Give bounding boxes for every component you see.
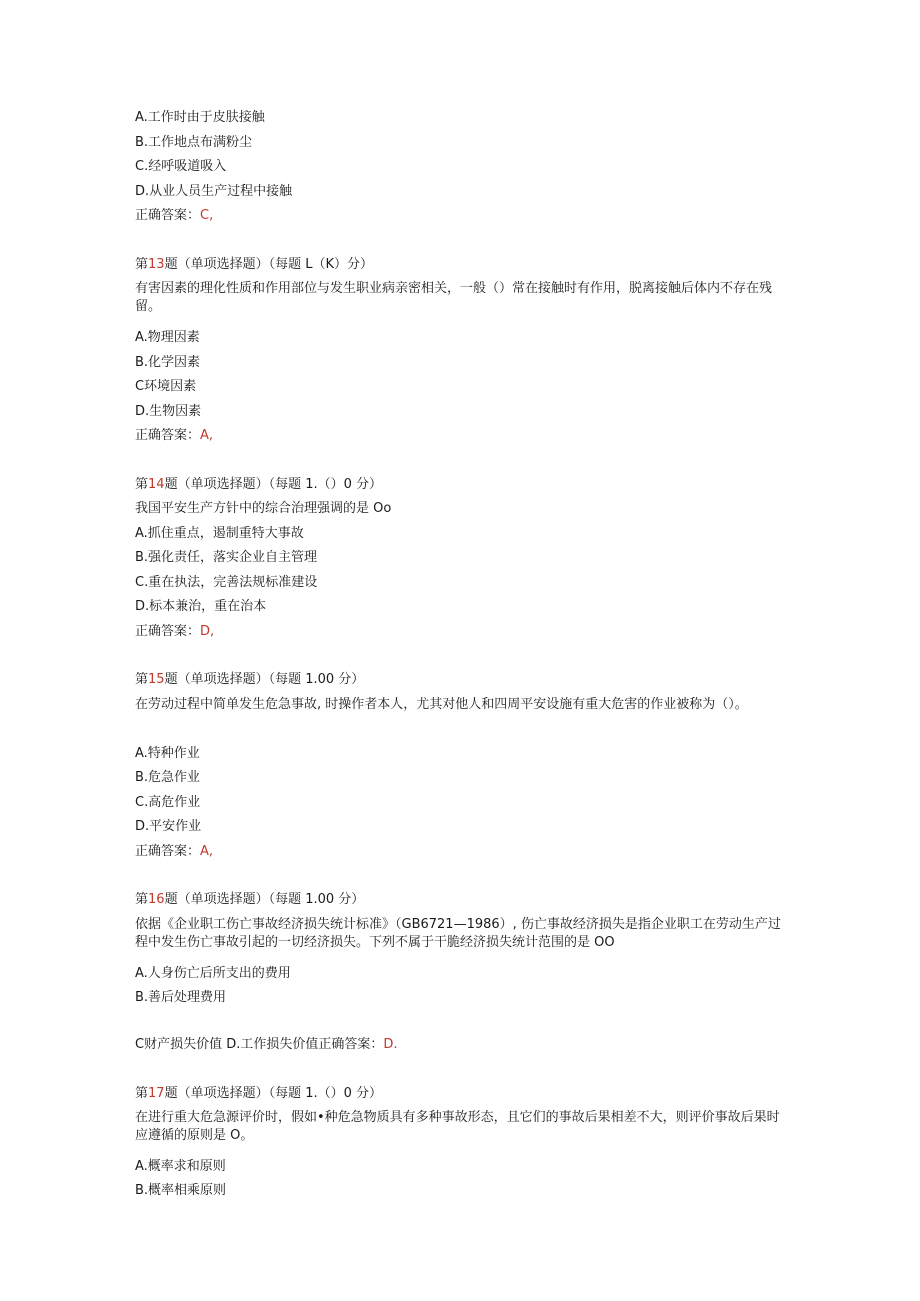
answer-value: A,: [200, 844, 214, 859]
question-header: [135, 1085, 382, 1103]
question-prefix: 第: [135, 257, 149, 272]
option-a: A.物理因素: [135, 330, 200, 345]
answer-label: 正确答案：: [135, 208, 201, 223]
answer-value: D,: [200, 624, 215, 639]
question-stem: 我国平安生产方针中的综合治理强调的是 Oo: [135, 501, 392, 516]
question-header: [135, 671, 364, 689]
option-b: B.工作地点布满粉尘: [135, 135, 253, 150]
question-number: 16: [148, 892, 165, 907]
question-prefix: 第: [135, 477, 149, 492]
question-stem: 有害因素的理化性质和作用部位与发生职业病亲密相关，一般（）常在接触时有作用，脱离接触后体内不存在残留。: [135, 281, 773, 314]
option-a: A.概率求和原则: [135, 1159, 226, 1174]
question-number: 17: [148, 1086, 165, 1101]
option-d: D.标本兼治，重在治本: [135, 599, 267, 614]
question-prefix: 第: [135, 1086, 149, 1101]
question-header: [135, 256, 373, 274]
answer-line: [135, 207, 213, 225]
question-meta: 题（单项选择题）（每题 1.00 分）: [164, 892, 365, 907]
answer-value: D.: [383, 1037, 398, 1052]
option-c: C环境因素: [135, 379, 197, 394]
option-b: B.强化责任，落实企业自主管理: [135, 550, 318, 565]
question-meta: 题（单项选择题）（每题 1.（）0 分）: [164, 477, 383, 492]
question-stem: 依据《企业职工伤亡事故经济损失统计标准》（GB6721—1986）, 伤亡事故经济损失是指企业职工在劳动生产过程中发生伤亡事故引起的一切经济损失。下列不属于干脆经济损失统计范围的是 OO: [135, 917, 781, 950]
question-meta: 题（单项选择题）（每题 1.00 分）: [164, 672, 365, 687]
question-number: 15: [148, 672, 165, 687]
option-b: B.善后处理费用: [135, 990, 227, 1005]
option-b: B.化学因素: [135, 355, 201, 370]
option-c: C.重在执法，完善法规标准建设: [135, 575, 318, 590]
question-meta: 题（单项选择题）（每题 L（K）分）: [164, 257, 373, 272]
answer-value: A,: [200, 428, 214, 443]
option-b: B.概率相乘原则: [135, 1183, 227, 1198]
answer-label: 正确答案：: [135, 428, 201, 443]
question-header: [135, 891, 364, 909]
question-meta: 题（单项选择题）（每题 1.（）0 分）: [164, 1086, 383, 1101]
option-d: D.平安作业: [135, 819, 202, 834]
question-number: 13: [148, 257, 165, 272]
options-cd-answer-line: [135, 1036, 398, 1054]
option-d: D.生物因素: [135, 404, 202, 419]
option-a: A.工作时由于皮肤接触: [135, 110, 265, 125]
answer-line: [135, 623, 214, 641]
question-number: 14: [148, 477, 165, 492]
option-b: B.危急作业: [135, 770, 201, 785]
question-stem: 在进行重大危急源评价时，假如•种危急物质具有多种事故形态，且它们的事故后果相差不大，则评价事故后果时应遵循的原则是 O。: [135, 1110, 780, 1143]
answer-line: [135, 427, 213, 445]
options-cd-text: C财产损失价值 D.工作损失价值正确答案：: [135, 1037, 384, 1052]
option-a: A.特种作业: [135, 746, 200, 761]
question-prefix: 第: [135, 892, 149, 907]
answer-line: [135, 843, 213, 861]
answer-value: C,: [200, 208, 214, 223]
question-prefix: 第: [135, 672, 149, 687]
question-stem: 在劳动过程中简单发生危急事故, 时操作者本人，尤其对他人和四周平安设施有重大危害的作业被称为（）。: [135, 697, 748, 712]
option-c: C.高危作业: [135, 795, 201, 810]
answer-label: 正确答案：: [135, 624, 201, 639]
question-header: [135, 476, 382, 494]
option-a: A.抓住重点，遏制重特大事故: [135, 526, 304, 541]
answer-label: 正确答案：: [135, 844, 201, 859]
option-d: D.从业人员生产过程中接触: [135, 184, 293, 199]
option-a: A.人身伤亡后所支出的费用: [135, 966, 291, 981]
option-c: C.经呼吸道吸入: [135, 159, 227, 174]
